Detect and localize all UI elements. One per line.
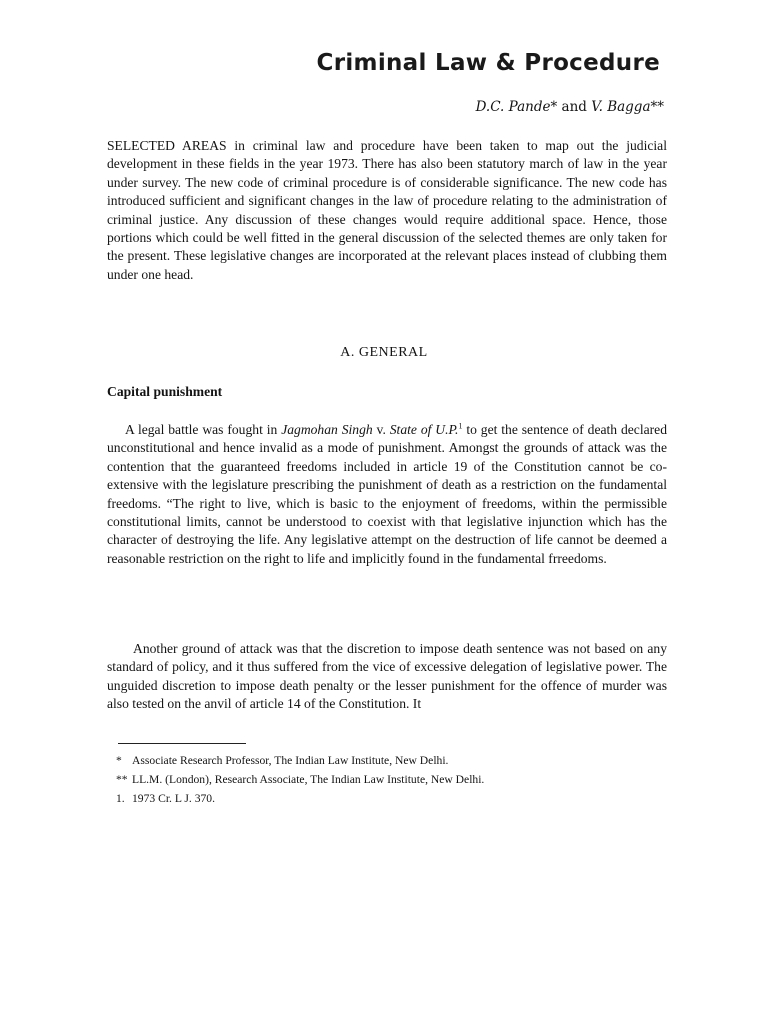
footnote — [116, 751, 676, 770]
case-name: Jagmohan Singh — [281, 422, 373, 437]
footnote-mark: ** — [116, 773, 128, 786]
footnote-text: LL.M. (London), Research Associate, The Indian Law Institute, New Delhi. — [132, 773, 485, 786]
author-footnote-mark: * — [550, 99, 558, 115]
section-heading: A. GENERAL — [340, 345, 428, 360]
footnote-mark: 1. — [116, 792, 125, 805]
footnote-text: 1973 Cr. L J. 370. — [132, 792, 215, 805]
footnotes — [116, 751, 676, 808]
subsection-heading: Capital punishment — [107, 384, 223, 399]
body-paragraph — [107, 421, 667, 568]
footnote-text: Associate Research Professor, The Indian Law Institute, New Delhi. — [132, 754, 449, 767]
footnote-divider — [118, 743, 246, 744]
body-paragraph: Another ground of attack was that the discretion to impose death sentence was not based on any standard of policy, and it thus suffered from the vice of excessive delegation of legislative power. The unguided discretion to impose death penalty or the lesser punishment for the offence of murder was also tested on the anvil of article 14 of the Constitution. It — [107, 641, 667, 712]
author-name: D.C. Pande — [475, 99, 551, 115]
case-respondent: State of U.P. — [389, 422, 459, 437]
case-versus: v. — [372, 422, 390, 437]
footnote — [116, 770, 676, 789]
intro-paragraph: SELECTED AREAS in criminal law and procedure have been taken to map out the judicial development in these fields in the year 1973. There has also been statutory march of law in the year under survey. The new code of criminal procedure is of considerable significance. The new code has introduced sufficient and significant changes in the law of procedure relating to the administration of criminal justice. Any discussion of these changes would require additional space. Hence, those portions which could be well fitted in the general discussion of the selected themes are only taken for the present. These legislative changes are incorporated at the relevant places instead of clubbing them under one head. — [107, 138, 667, 282]
footnote-mark: * — [116, 754, 122, 767]
author-connector: and — [557, 99, 592, 115]
footnote-reference: 1 — [458, 421, 463, 431]
footnote — [116, 789, 676, 808]
article-title: Criminal Law & Procedure — [316, 50, 660, 76]
author-line — [476, 99, 664, 115]
author-name: V. Bagga — [591, 99, 651, 115]
paragraph-lead: A legal battle was fought in — [125, 422, 282, 437]
paragraph-text: to get the sentence of death declared unconstitutional and hence invalid as a mode of punishment. Amongst the grounds of attack was the contention that the guaranteed freedoms included in article 19 of the Constitution cannot be co-extensive with the legislature prescribing the punishment of death as a restriction on the fundamental freedoms. “The right to live, which is basic to the enjoyment of freedoms, within the permissible constitutional limits, cannot be understood to coexist with that legislative injunction which has the character of destroying the life. Any legislative attempt on the destruction of life cannot be deemed a reasonable restriction on the right to life and implicitly found in the fundamental frreedoms. — [107, 422, 667, 566]
author-footnote-mark: ** — [650, 99, 664, 115]
